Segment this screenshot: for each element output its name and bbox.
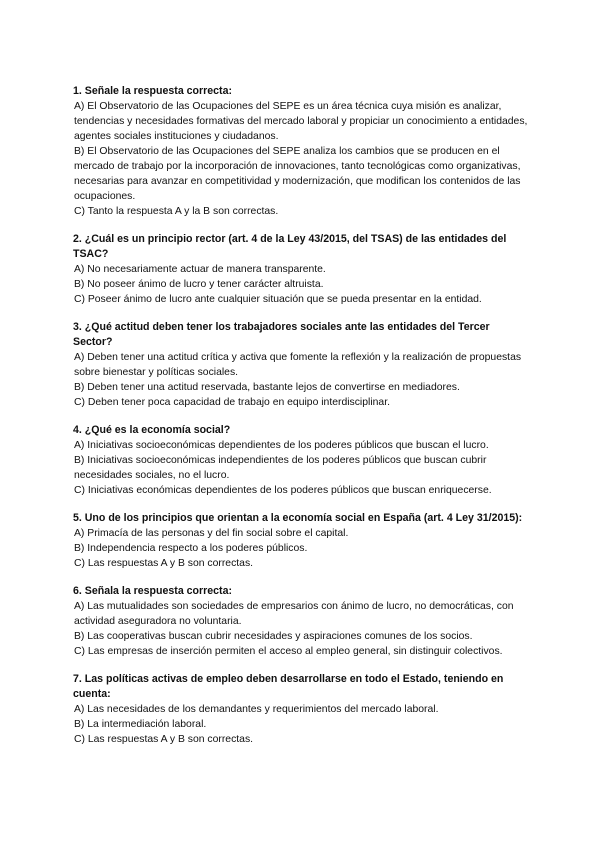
question-4 [73, 423, 530, 498]
question-title: 5. Uno de los principios que orientan a la economía social en España (art. 4 Ley 31/2015): [73, 512, 523, 524]
question-title: 6. Señala la respuesta correcta: [73, 585, 232, 597]
answer-option-a: A) El Observatorio de las Ocupaciones del SEPE es un área técnica cuya misión es analizar, tendencias y necesidades formativas del mercado laboral y propiciar un conocimiento a entidades, agentes sociales instituciones y ciudadanos. [74, 101, 528, 142]
question-7 [73, 672, 530, 747]
answer-option-c: C) Tanto la respuesta A y la B son correctas. [74, 206, 279, 217]
answer-option-c: C) Poseer ánimo de lucro ante cualquier situación que se pueda presentar en la entidad. [74, 294, 482, 305]
question-5 [73, 511, 530, 571]
answer-option-c: C) Iniciativas económicas dependientes de los poderes públicos que buscan enriquecerse. [74, 485, 492, 496]
question-2 [73, 232, 530, 307]
answer-option-b: B) Iniciativas socioeconómicas independientes de los poderes públicos que buscan cubrir necesidades sociales, no el lucro. [74, 455, 487, 481]
question-title: 1. Señale la respuesta correcta: [73, 85, 232, 97]
answer-option-a: A) Iniciativas socioeconómicas dependientes de los poderes públicos que buscan el lucro. [74, 440, 489, 451]
answer-option-b: B) Las cooperativas buscan cubrir necesidades y aspiraciones comunes de los socios. [74, 631, 473, 642]
answer-option-b: B) Independencia respecto a los poderes públicos. [74, 543, 308, 554]
answer-option-a: A) Las necesidades de los demandantes y requerimientos del mercado laboral. [74, 704, 439, 715]
answer-option-c: C) Las respuestas A y B son correctas. [74, 558, 254, 569]
answer-option-b: B) El Observatorio de las Ocupaciones del SEPE analiza los cambios que se producen en el mercado de trabajo por la incorporación de innovaciones, tanto tecnológicas como organizativas, necesarias para avanzar en competitividad y modernización, que modifican los contenidos de las ocupaciones. [74, 146, 521, 202]
answer-option-a: A) Deben tener una actitud crítica y activa que fomente la reflexión y la realización de propuestas sobre bienestar y políticas sociales. [74, 352, 522, 378]
answer-option-c: C) Las respuestas A y B son correctas. [74, 734, 254, 745]
question-title: 4. ¿Qué es la economía social? [73, 424, 231, 436]
question-1 [73, 84, 530, 219]
answer-option-b: B) Deben tener una actitud reservada, bastante lejos de convertirse en mediadores. [74, 382, 460, 393]
question-6 [73, 584, 530, 659]
answer-option-c: C) Deben tener poca capacidad de trabajo en equipo interdisciplinar. [74, 397, 390, 408]
answer-option-b: B) No poseer ánimo de lucro y tener carácter altruista. [74, 279, 324, 290]
question-3 [73, 320, 530, 410]
answer-option-b: B) La intermediación laboral. [74, 719, 207, 730]
answer-option-a: A) Las mutualidades son sociedades de empresarios con ánimo de lucro, no democráticas, con actividad aseguradora no voluntaria. [74, 601, 514, 627]
answer-option-a: A) No necesariamente actuar de manera transparente. [74, 264, 326, 275]
question-title: 7. Las políticas activas de empleo deben desarrollarse en todo el Estado, teniendo en cuenta: [73, 673, 504, 700]
answer-option-a: A) Primacía de las personas y del fin social sobre el capital. [74, 528, 349, 539]
answer-option-c: C) Las empresas de inserción permiten el acceso al empleo general, sin distinguir colectivos. [74, 646, 503, 657]
question-title: 2. ¿Cuál es un principio rector (art. 4 de la Ley 43/2015, del TSAS) de las entidades del TSAC? [73, 233, 507, 260]
question-title: 3. ¿Qué actitud deben tener los trabajadores sociales ante las entidades del Tercer Sector? [73, 321, 490, 348]
